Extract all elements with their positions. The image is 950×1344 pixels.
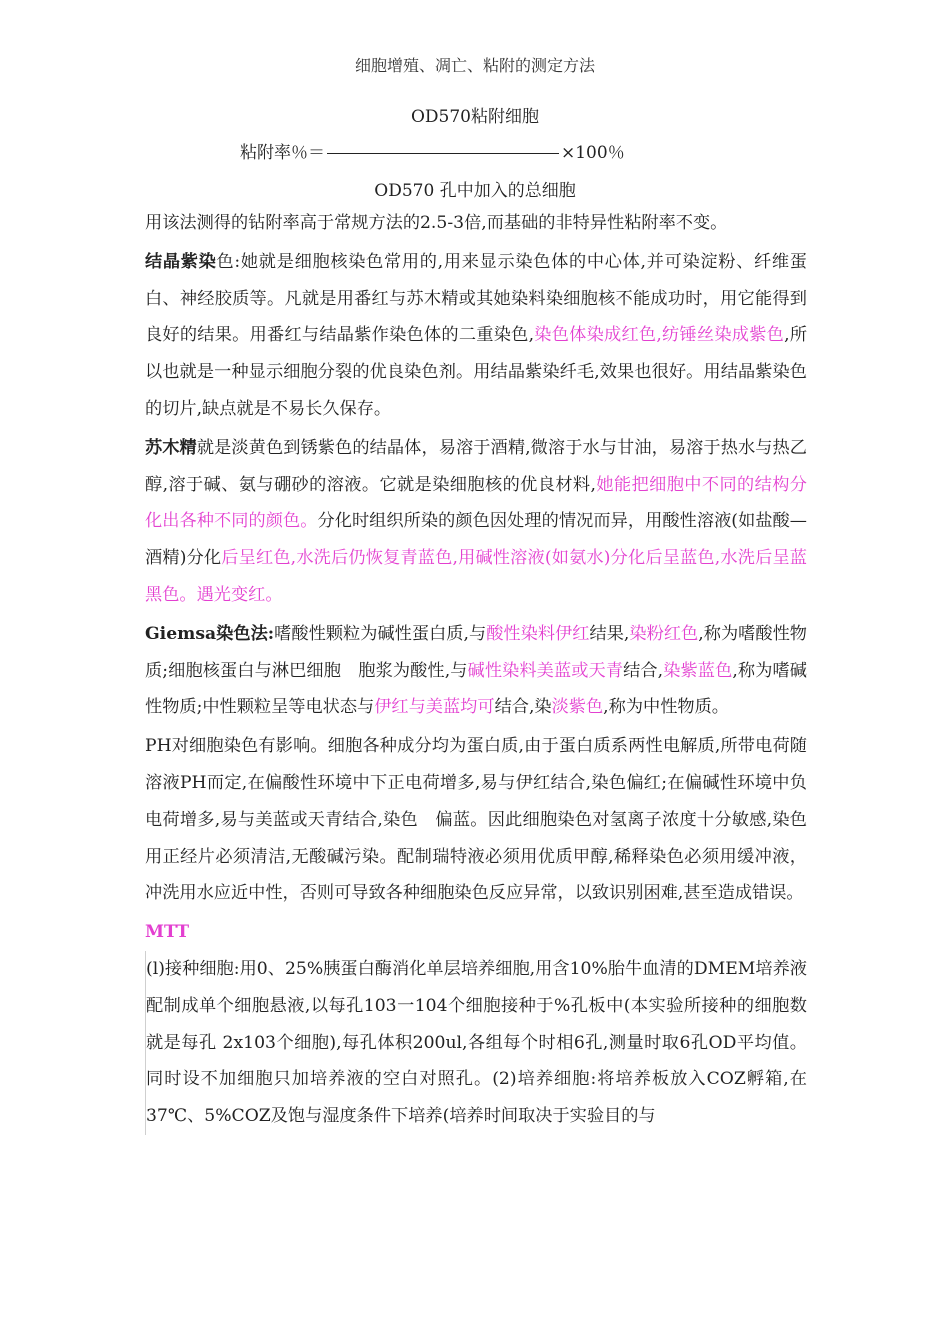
- giemsa-highlight-4: 染紫蓝色: [663, 660, 733, 681]
- hematoxylin-text-1: 就是淡黄色到锈紫色的结晶体，易溶于酒精,微溶于水与甘油，易溶于热水与热乙醇,溶于碱、氨与硼砂的溶液。它就是染细胞核的优良材料,: [145, 437, 807, 495]
- giemsa-text-7: ,称为中性物质。: [603, 697, 729, 718]
- crystal-violet-term: 结晶紫染: [145, 251, 217, 272]
- giemsa-paragraph: [145, 616, 807, 726]
- formula-lhs: 粘附率％＝: [240, 143, 325, 163]
- hematoxylin-term: 苏木精: [145, 437, 197, 458]
- giemsa-highlight-1: 酸性染料伊红: [486, 623, 590, 644]
- giemsa-highlight-3: 碱性染料美蓝或天青: [467, 660, 624, 681]
- crystal-violet-text-1: 色:她就是细胞核染色常用的,用来显示染色体的中心体,并可染淀粉、纤维蛋白、神经胶质等。凡就是用番红与苏木精或其她染料染细胞核不能成功时，用它能得到良好的结果。用番红与结晶紫作染色体的二重染色,: [145, 251, 807, 346]
- hematoxylin-highlight-1: 她能把细胞中不同的结构分化出各种不同的颜色。: [145, 474, 807, 532]
- crystal-violet-paragraph: [145, 244, 807, 428]
- document-body: [145, 205, 807, 1135]
- giemsa-text-4: 结合,: [623, 660, 664, 681]
- giemsa-highlight-6: 淡紫色: [551, 697, 604, 718]
- giemsa-text-5: ,称为嗜碱性物质;中性颗粒呈等电状态与: [145, 660, 807, 718]
- intro-paragraph: 用该法测得的钻附率高于常规方法的2.5-3倍,而基础的非特异性粘附率不变。: [145, 213, 728, 233]
- formula-line: [240, 138, 625, 163]
- hematoxylin-paragraph: [145, 430, 807, 614]
- mtt-paragraph: (l)接种细胞:用0、25%胰蛋白酶消化单层培养细胞,用含10%胎牛血清的DMEM培养液配制成单个细胞悬液,以每孔103一104个细胞接种于%孔板中(本实验所接种的细胞数就是每孔 2x103个细胞),每孔体积200ul,各组每个时相6孔,测量时取6孔OD平均值。同时设不加细胞只加培养液的空白对照孔。(2)培养细胞:将培养板放入COZ孵箱,在37℃、5%COZ及饱与湿度条件下培养(培养时间取决于实验目的与: [145, 951, 807, 1135]
- formula-numerator: OD570粘附细胞: [410, 107, 539, 127]
- fraction-bar: [327, 153, 559, 154]
- giemsa-highlight-2: 染粉红色: [629, 623, 699, 644]
- crystal-violet-highlight: 染色体染成红色,纺锤丝染成紫色: [534, 325, 785, 346]
- formula-denominator: OD570 孔中加入的总细胞: [374, 181, 576, 201]
- giemsa-term: Giemsa染色法:: [145, 623, 275, 644]
- giemsa-text-3: ,称为嗜酸性物质;细胞核蛋白与淋巴细胞 胞浆为酸性,与: [145, 623, 807, 681]
- giemsa-text-6: 结合,染: [494, 697, 552, 718]
- page-header: 细胞增殖、凋亡、粘附的测定方法: [354, 56, 595, 75]
- ph-paragraph: PH对细胞染色有影响。细胞各种成分均为蛋白质,由于蛋白质系两性电解质,所带电荷随溶液PH而定,在偏酸性环境中下正电荷增多,易与伊红结合,染色偏红;在偏碱性环境中负电荷增多,易与美蓝或天青结合,染色 偏蓝。因此细胞染色对氢离子浓度十分敏感,染色用正经片必须清洁,无酸碱污染。配制瑞特液必须用优质甲醇,稀释染色必须用缓冲液，冲洗用水应近中性，否则可导致各种细胞染色反应异常，以致识别困难,甚至造成错误。: [145, 736, 807, 904]
- hematoxylin-text-2: 分化时组织所染的颜色因处理的情况而异，用酸性溶液(如盐酸—酒精)分化: [145, 511, 807, 569]
- hematoxylin-highlight-2: 后呈红色,水洗后仍恢复青蓝色,用碱性溶液(如氨水)分化后呈蓝色,水洗后呈蓝黑色。遇光变红。: [145, 548, 807, 605]
- giemsa-text-1: 嗜酸性颗粒为碱性蛋白质,与: [274, 623, 487, 644]
- mtt-heading: MTT: [145, 922, 189, 943]
- formula-rhs: ×100％: [561, 143, 625, 163]
- giemsa-highlight-5: 伊红与美蓝均可: [374, 697, 495, 718]
- giemsa-text-2: 结果,: [589, 623, 630, 644]
- crystal-violet-text-2: ,所以也就是一种显示细胞分裂的优良染色剂。用结晶紫染纤毛,效果也很好。用结晶紫染色的切片,缺点就是不易长久保存。: [145, 325, 808, 419]
